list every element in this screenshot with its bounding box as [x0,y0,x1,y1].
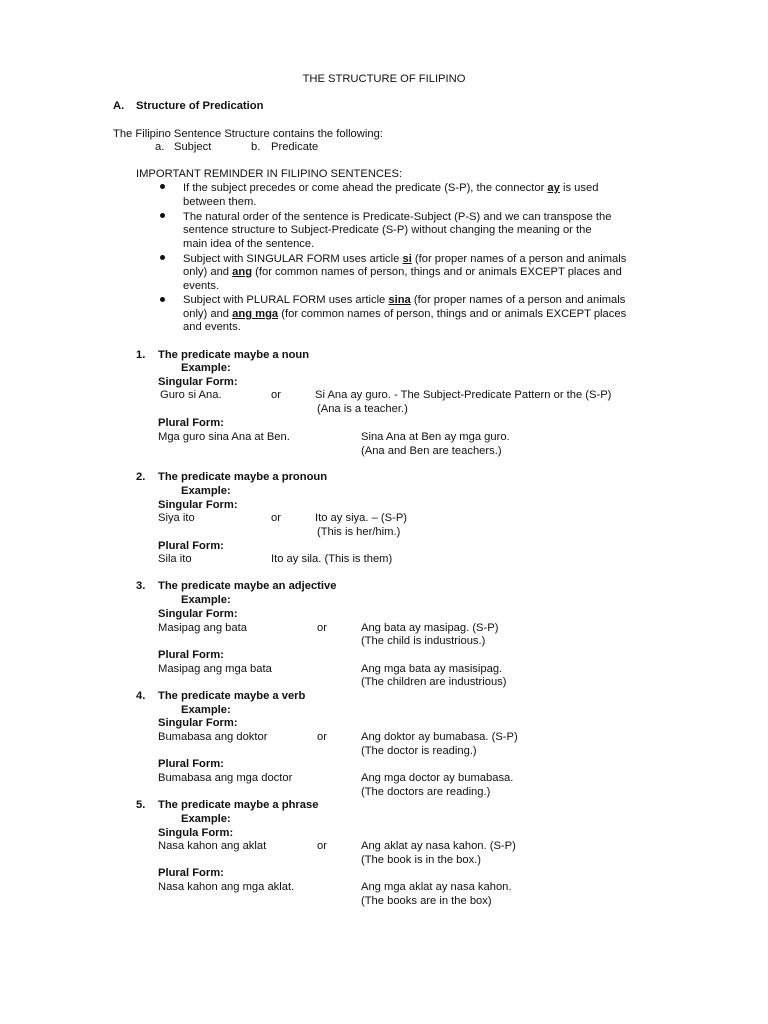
item-3-singular-right: Ang bata ay masipag. (S-P) [361,622,499,634]
bullet-2-line-1: The natural order of the sentence is Predicate-Subject (P-S) and we can transpose the [183,211,612,223]
item-2-singular-translation: (This is her/him.) [317,526,401,538]
item-4-heading: The predicate maybe a verb [158,690,306,702]
item-2-singular-left: Siya ito [158,512,195,524]
bullet-dot [160,184,165,189]
bullet-dot [160,213,165,218]
item-3-plural-left: Masipag ang mga bata [158,663,272,675]
bullet-2-line-2: sentence structure to Subject-Predicate (S-P) without changing the meaning or the [183,224,592,236]
item-4-number: 4. [136,690,146,702]
item-4-plural-right: Ang mga doctor ay bumabasa. [361,772,514,784]
item-2-plural-label: Plural Form: [158,540,224,552]
item-3-heading: The predicate maybe an adjective [158,580,337,592]
part-a-label: a. [155,141,165,153]
document-title: THE STRUCTURE OF FILIPINO [302,73,466,85]
item-2-singular-right: Ito ay siya. – (S-P) [315,512,408,524]
item-3-singular-translation: (The child is industrious.) [361,635,486,647]
bullet-1-line-2: between them. [183,196,257,208]
bullet-dot [160,297,165,302]
part-a-text: Subject [174,141,212,153]
item-4-singular-label: Singular Form: [158,717,238,729]
item-3-plural-translation: (The children are industrious) [361,676,507,688]
item-5-or: or [317,840,327,852]
item-4-singular-left: Bumabasa ang doktor [158,731,268,743]
item-2-or: or [271,512,281,524]
item-3-example-label: Example: [181,594,231,606]
item-5-singular-left: Nasa kahon ang aklat [158,840,267,852]
item-5-plural-left: Nasa kahon ang mga aklat. [158,881,295,893]
item-5-plural-translation: (The books are in the box) [361,895,492,907]
section-heading: Structure of Predication [136,100,264,112]
item-3-singular-label: Singular Form: [158,608,238,620]
item-2-heading: The predicate maybe a pronoun [158,471,328,483]
item-1-example-label: Example: [181,362,231,374]
bullet-4-line-3: and events. [183,321,241,333]
bullet-4-line-1: Subject with PLURAL FORM uses article sina (for proper names of a person and animals [183,294,626,306]
bullet-3-line-2: only) and ang (for common names of person, things and or animals EXCEPT places and [183,266,622,278]
item-1-singular-translation: (Ana is a teacher.) [317,403,408,415]
item-2-plural-left: Sila ito [158,553,192,565]
part-b-text: Predicate [271,141,319,153]
item-5-plural-right: Ang mga aklat ay nasa kahon. [361,881,512,893]
item-2-number: 2. [136,471,146,483]
item-3-plural-right: Ang mga bata ay masisipag. [361,663,503,675]
item-4-example-label: Example: [181,704,231,716]
item-5-plural-label: Plural Form: [158,867,224,879]
item-3-number: 3. [136,580,146,592]
item-4-plural-left: Bumabasa ang mga doctor [158,772,293,784]
item-4-plural-translation: (The doctors are reading.) [361,786,491,798]
item-4-singular-right: Ang doktor ay bumabasa. (S-P) [361,731,518,743]
item-5-heading: The predicate maybe a phrase [158,799,319,811]
item-2-plural-right: Ito ay sila. (This is them) [271,553,393,565]
item-1-singular-right: Si Ana ay guro. - The Subject-Predicate Pattern or the (S-P) [315,389,612,401]
bullet-dot [160,255,165,260]
part-b-label: b. [251,141,261,153]
item-1-heading: The predicate maybe a noun [158,349,310,361]
item-3-singular-left: Masipag ang bata [158,622,247,634]
item-5-singular-label: Singula Form: [158,827,234,839]
item-3-plural-label: Plural Form: [158,649,224,661]
item-1-plural-translation: (Ana and Ben are teachers.) [361,445,502,457]
item-1-or: or [271,389,281,401]
item-2-singular-label: Singular Form: [158,499,238,511]
item-4-singular-translation: (The doctor is reading.) [361,745,477,757]
item-1-singular-label: Singular Form: [158,376,238,388]
item-4-or: or [317,731,327,743]
bullet-2-line-3: main idea of the sentence. [183,238,315,250]
item-4-plural-label: Plural Form: [158,758,224,770]
item-1-plural-right: Sina Ana at Ben ay mga guro. [361,431,510,443]
bullet-1-line-1: If the subject precedes or come ahead the predicate (S-P), the connector ay is used [183,182,599,194]
bullet-4-line-2: only) and ang mga (for common names of person, things and or animals EXCEPT places [183,308,627,320]
reminder-heading: IMPORTANT REMINDER IN FILIPINO SENTENCES: [136,168,403,180]
item-1-number: 1. [136,349,146,361]
item-5-singular-right: Ang aklat ay nasa kahon. (S-P) [361,840,516,852]
item-5-example-label: Example: [181,813,231,825]
intro-text: The Filipino Sentence Structure contains the following: [113,128,383,140]
item-5-singular-translation: (The book is in the box.) [361,854,482,866]
bullet-3-line-1: Subject with SINGULAR FORM uses article si (for proper names of a person and animals [183,253,627,265]
item-1-singular-left: Guro si Ana. [160,389,222,401]
item-5-number: 5. [136,799,146,811]
item-2-example-label: Example: [181,485,231,497]
section-letter: A. [113,100,125,112]
item-3-or: or [317,622,327,634]
item-1-plural-left: Mga guro sina Ana at Ben. [158,431,290,443]
item-1-plural-label: Plural Form: [158,417,224,429]
bullet-3-line-3: events. [183,280,220,292]
